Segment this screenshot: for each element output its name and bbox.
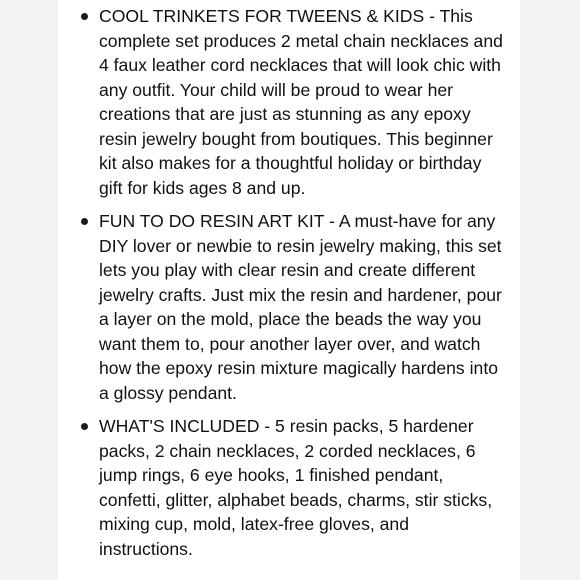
feature-bullet-text: WHAT'S INCLUDED - 5 resin packs, 5 hardener packs, 2 chain necklaces, 2 corded necklaces, 6 jump rings, 6 eye hooks, 1 finished pendant, confetti, glitter, alphabet beads, charms, stir sticks, mixing cup, mold, latex-free gloves, and instructions. — [99, 416, 493, 559]
bullet-dot-icon — [81, 13, 88, 20]
feature-bullet-text: FUN TO DO RESIN ART KIT - A must-have for any DIY lover or newbie to resin jewelry making, this set lets you play with clear resin and create different jewelry crafts. Just mix the resin and hardener, pour a layer on the mold, place the beads the way you want them to, pour another layer over, and watch how the epoxy resin mixture magically hardens into a glossy pendant. — [99, 211, 502, 403]
feature-bullet-item — [58, 209, 507, 405]
feature-bullet-text: COOL TRINKETS FOR TWEENS & KIDS - This complete set produces 2 metal chain necklaces and 4 faux leather cord necklaces that will look chic with any outfit. Your child will be proud to wear her creations that are just as stunning as any epoxy resin jewelry bought from boutiques. This beginner kit also makes for a thoughtful holiday or birthday gift for kids ages 8 and up. — [99, 6, 503, 198]
bullet-dot-icon — [81, 218, 88, 225]
product-description-panel — [58, 0, 520, 580]
feature-bullet-item — [58, 414, 507, 561]
feature-bullet-item — [58, 4, 507, 200]
bullet-dot-icon — [81, 423, 88, 430]
feature-bullet-list — [58, 0, 507, 561]
